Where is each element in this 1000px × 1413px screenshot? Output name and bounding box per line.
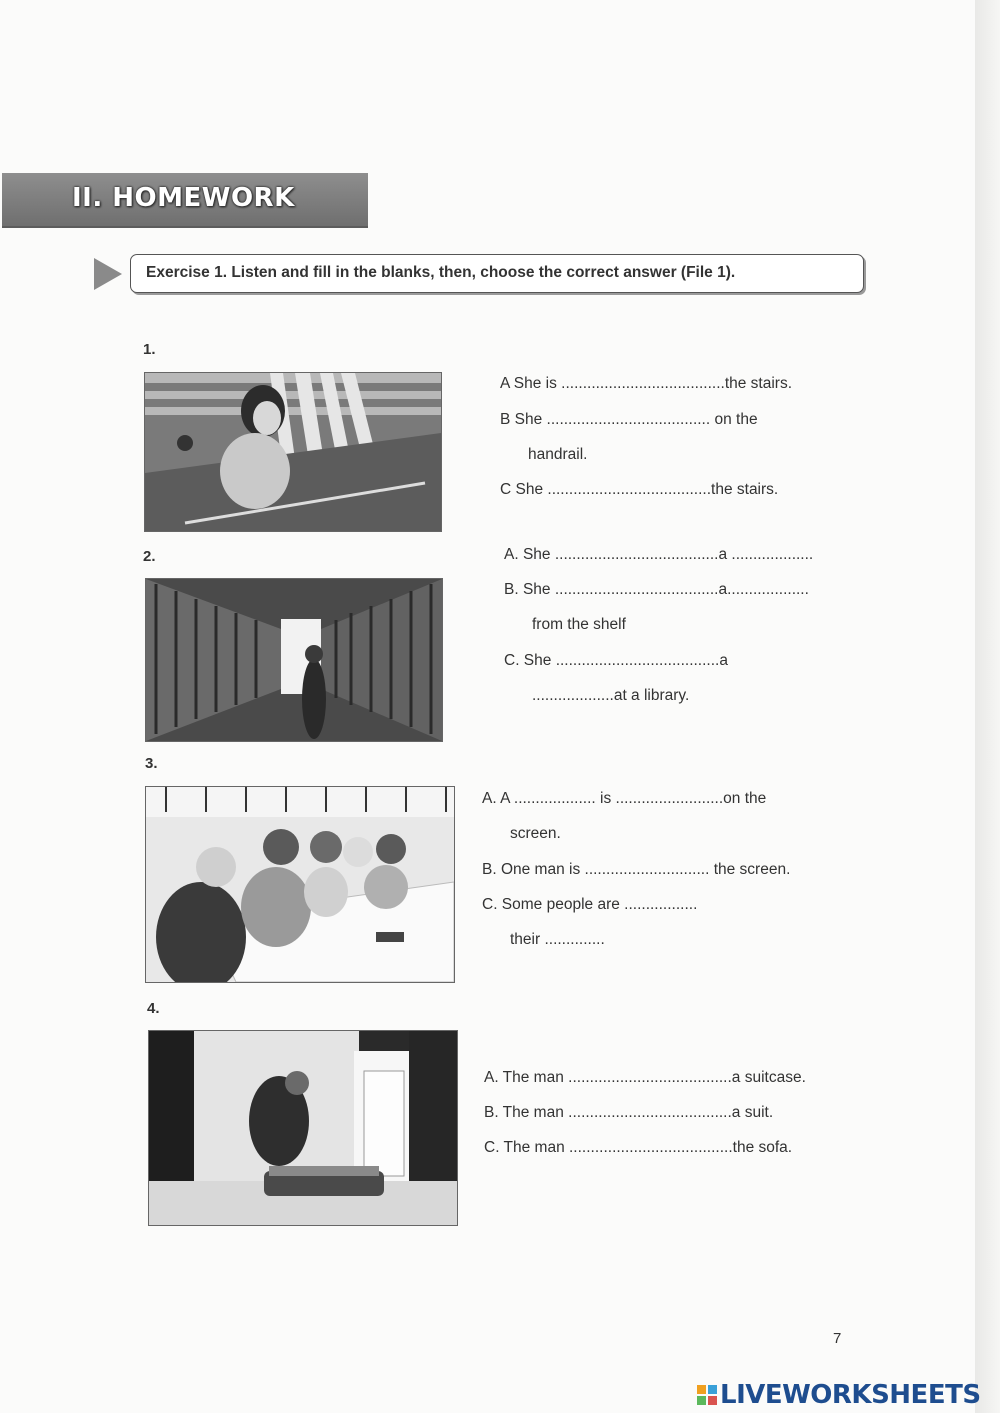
answer-line: C. The man ......................................the sofa. (484, 1139, 793, 1156)
answer-line: A. She ......................................a ................... (504, 546, 814, 563)
answer-line: B. One man is ............................. the screen. (482, 861, 791, 878)
answer-line: ...................at a library. (532, 687, 690, 704)
logo-mark-icon (697, 1385, 717, 1405)
answer-line: screen. (510, 825, 561, 842)
page-number: 7 (833, 1330, 842, 1347)
answer-line: A. A ................... is .........................on the (482, 790, 767, 807)
answer-line: handrail. (528, 446, 588, 463)
answer-line: C. Some people are ................. (482, 896, 698, 913)
exercise-title: Exercise 1. Listen and fill in the blanks, then, choose the correct answer (File 1). (146, 264, 736, 281)
section-title: II. HOMEWORK (72, 183, 295, 213)
logo-text: LIVEWORKSHEETS (720, 1380, 981, 1410)
answer-line: B She ...................................... on the (500, 411, 758, 428)
answer-line: B. The man ......................................a suit. (484, 1104, 774, 1121)
photo-man-packing-suitcase (148, 1030, 458, 1226)
answer-line: from the shelf (532, 616, 626, 633)
photo-group-meeting (145, 786, 455, 983)
question-number: 4. (147, 1000, 160, 1017)
answer-line: A. The man ......................................a suitcase. (484, 1069, 806, 1086)
answer-line: B. She ......................................a................... (504, 581, 809, 598)
answer-line: their .............. (510, 931, 605, 948)
answer-line: C. She ......................................a (504, 652, 728, 669)
exercise-header (130, 254, 864, 293)
section-banner (2, 173, 368, 228)
answer-line: C She ......................................the stairs. (500, 481, 779, 498)
question-number: 1. (143, 341, 156, 358)
page-edge (975, 0, 1000, 1413)
question-number: 3. (145, 755, 158, 772)
question-number: 2. (143, 548, 156, 565)
photo-woman-on-stairs (144, 372, 442, 532)
play-arrow-icon (94, 258, 122, 290)
photo-library-shelves (145, 578, 443, 742)
answer-line: A She is ......................................the stairs. (500, 375, 793, 392)
liveworksheets-logo[interactable] (697, 1378, 981, 1412)
